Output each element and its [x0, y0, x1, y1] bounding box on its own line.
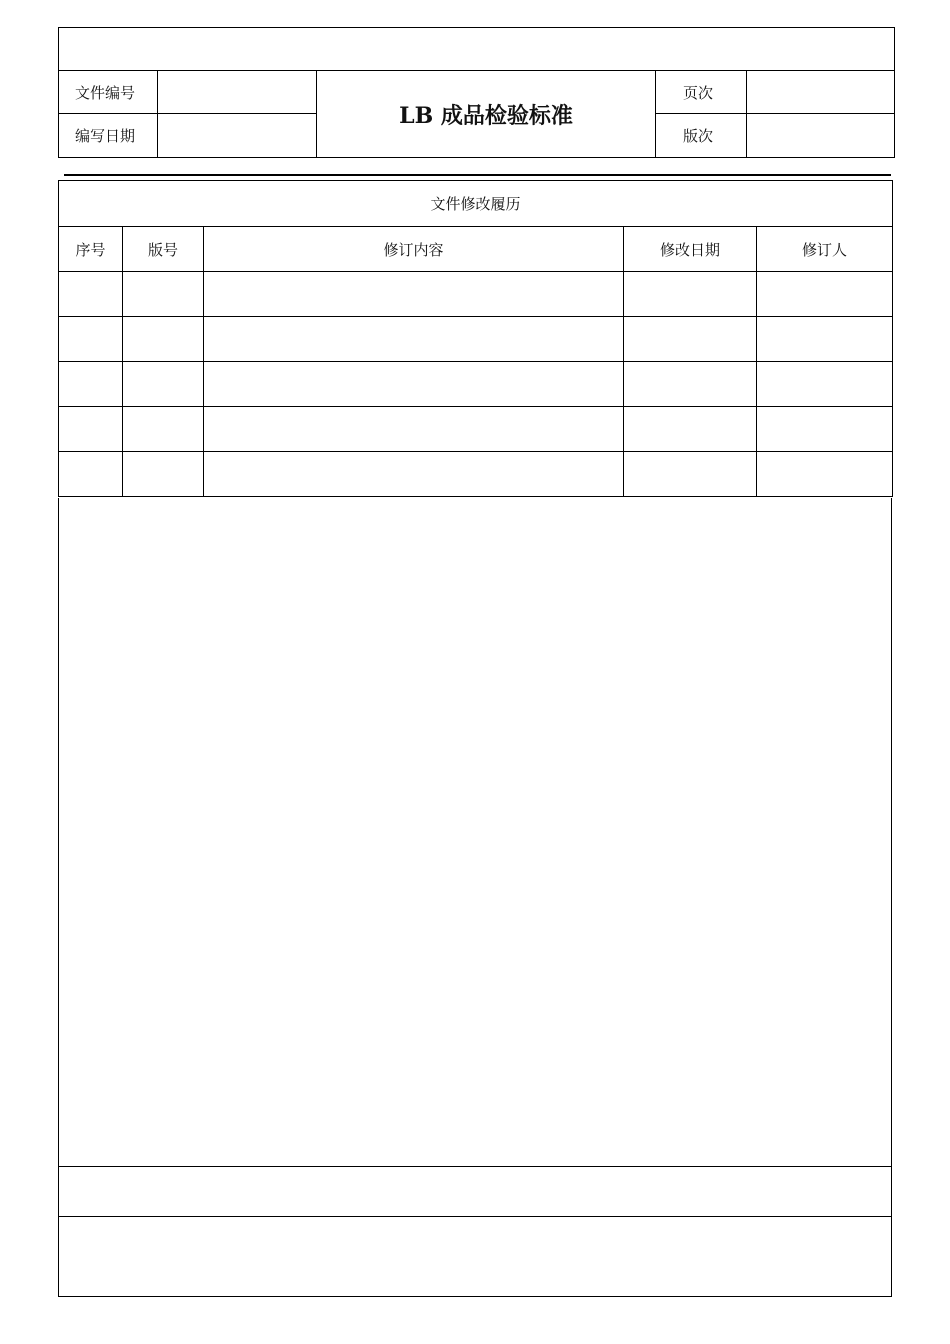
cell-date — [624, 272, 757, 317]
cell-version — [123, 272, 204, 317]
cell-version — [123, 317, 204, 362]
cell-reviser — [757, 452, 893, 497]
header-separator-line — [64, 174, 891, 176]
cell-content — [204, 362, 624, 407]
cell-date — [624, 317, 757, 362]
cell-seq — [59, 407, 123, 452]
cell-version — [123, 362, 204, 407]
date-value — [158, 114, 317, 158]
footer-row-1 — [58, 1166, 892, 1217]
cell-content — [204, 452, 624, 497]
document-title: LB 成品检验标准 — [317, 71, 656, 158]
doc-number-label: 文件编号 — [59, 71, 158, 114]
footer-row-2 — [58, 1216, 892, 1297]
table-row — [59, 272, 893, 317]
column-header-seq: 序号 — [59, 227, 123, 272]
date-label: 编写日期 — [59, 114, 158, 158]
column-header-reviser: 修订人 — [757, 227, 893, 272]
cell-seq — [59, 272, 123, 317]
column-header-date: 修改日期 — [624, 227, 757, 272]
cell-content — [204, 317, 624, 362]
cell-reviser — [757, 362, 893, 407]
table-row — [59, 452, 893, 497]
cell-content — [204, 272, 624, 317]
column-header-version: 版号 — [123, 227, 204, 272]
doc-number-value — [158, 71, 317, 114]
cell-date — [624, 407, 757, 452]
page-value — [747, 71, 895, 114]
cell-version — [123, 407, 204, 452]
cell-seq — [59, 362, 123, 407]
cell-version — [123, 452, 204, 497]
header-top-blank-row — [59, 28, 895, 71]
cell-reviser — [757, 272, 893, 317]
column-header-content: 修订内容 — [204, 227, 624, 272]
cell-seq — [59, 317, 123, 362]
cell-reviser — [757, 407, 893, 452]
cell-reviser — [757, 317, 893, 362]
cell-seq — [59, 452, 123, 497]
cell-date — [624, 362, 757, 407]
revision-history-title: 文件修改履历 — [59, 181, 893, 227]
table-row — [59, 362, 893, 407]
version-label: 版次 — [656, 114, 747, 158]
cell-date — [624, 452, 757, 497]
version-value — [747, 114, 895, 158]
page-label: 页次 — [656, 71, 747, 114]
document-header-table — [58, 27, 895, 158]
table-row — [59, 407, 893, 452]
cell-content — [204, 407, 624, 452]
table-row — [59, 317, 893, 362]
revision-history-table — [58, 180, 893, 497]
content-area — [58, 498, 892, 1167]
